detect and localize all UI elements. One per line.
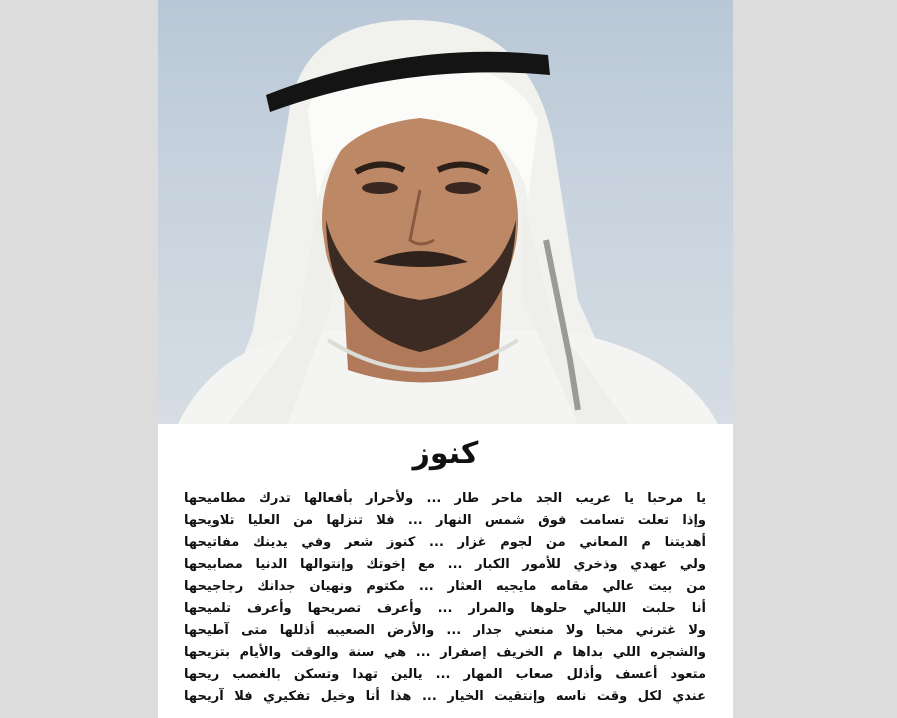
poem-line: أنا حلبت الليالي حلوها والمرار ... وأعرف تصريحها وأعرف تلميحها <box>184 601 706 616</box>
poem-body <box>184 488 706 708</box>
poem-line: يا مرحبا يا عريب الجد ماحر طار ... ولأحرار بأفعالها تدرك مطاميحها <box>184 491 706 506</box>
poem-line: ولا غترني مخبا ولا منعني جدار ... والأرض الصعيبه أذللها متى آطيحها <box>184 623 706 638</box>
poem-card <box>158 0 733 718</box>
portrait-illustration <box>158 0 733 424</box>
poem-line: وإذا تعلت تسامت فوق شمس النهار ... فلا تنزلها من العليا تلاويحها <box>184 513 706 528</box>
poem-line: عندي لكل وقت ناسه وإنتقيت الخيار ... هذا أنا وخيل تفكيري فلا آريحها <box>184 689 706 704</box>
poem-line: متعود أعسف وأذلل صعاب المهار ... يالين تهدا وتسكن بالغصب ريحها <box>184 667 706 682</box>
poem-line: والشجره اللي بداها م الخريف إصفرار ... هي سنة والوقت والأيام بتزيحها <box>184 645 706 660</box>
portrait-photo <box>158 0 733 424</box>
poem-line: من بيت عالي مقامه مايجيه العثار ... مكتوم ونهيان جدانك رجاجيحها <box>184 579 706 594</box>
poem-title: كنوز <box>412 436 479 471</box>
poem-line: أهديتنا م المعاني من لجوم غزار ... كنوز شعر وفي يدينك مفاتيحها <box>184 535 706 550</box>
poem-line: ولي عهدي وذخري للأمور الكبار ... مع إخوتك وإنتوالها الدنيا مصابيحها <box>184 557 706 572</box>
